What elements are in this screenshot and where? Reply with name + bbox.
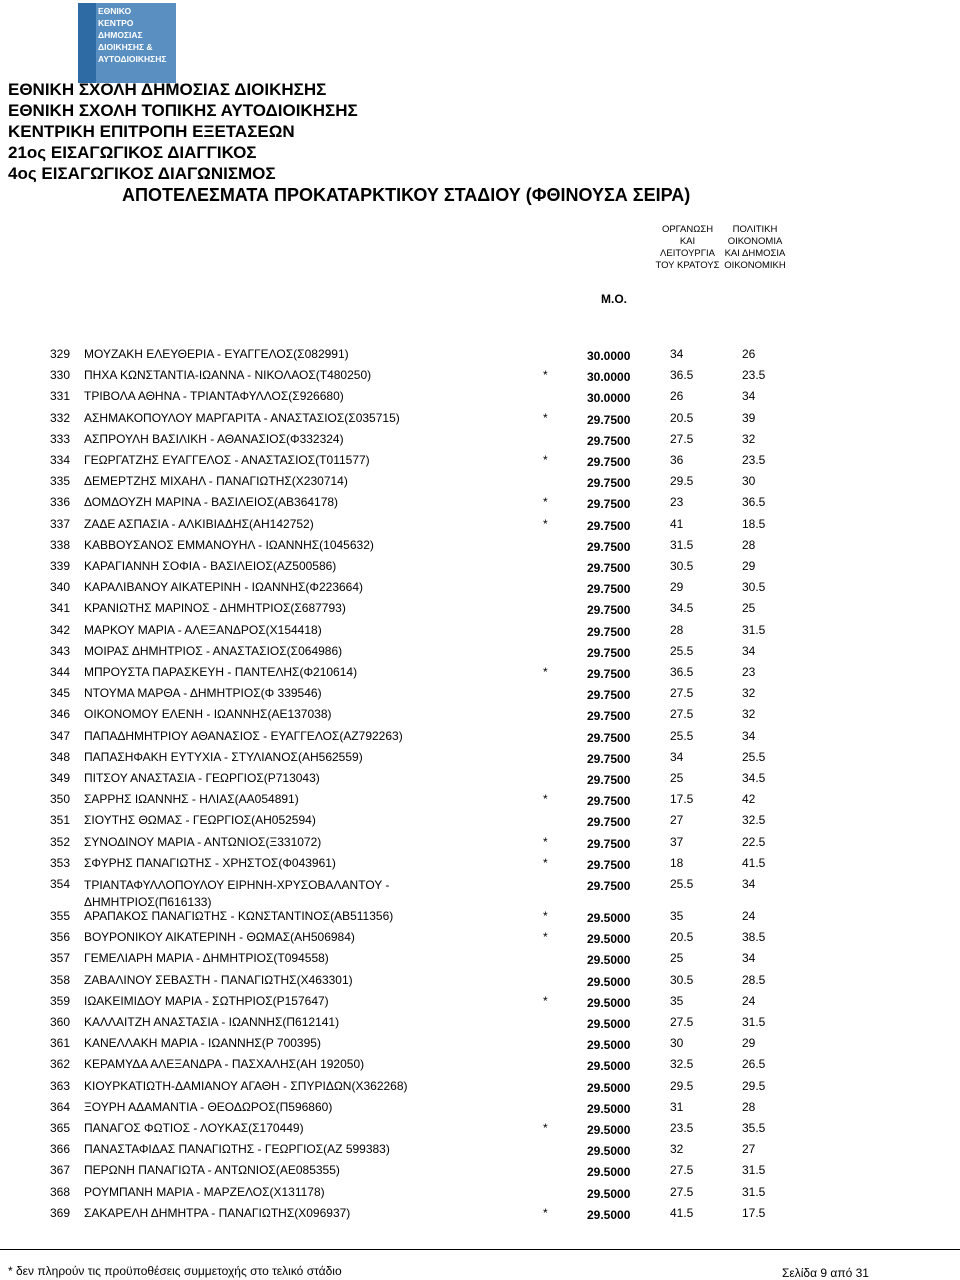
row-number: 352 [50, 834, 71, 849]
average-score: 29.7500 [587, 518, 631, 533]
row-number: 339 [50, 559, 71, 573]
average-score: 29.5000 [587, 1144, 631, 1159]
average-score: 29.7500 [587, 857, 631, 872]
candidate-name: ΔΟΜΔΟΥΖΗ ΜΑΡΙΝΑ - ΒΑΣΙΛΕΙΟΣ(ΑΒ364178) [84, 495, 339, 510]
score-subject-1: 20.5 [670, 930, 694, 945]
table-row [0, 813, 960, 833]
page-title: ΑΠΟΤΕΛΕΣΜΑΤΑ ΠΡΟΚΑΤΑΡΚΤΙΚΟΥ ΣΤΑΔΙΟΥ (ΦΘΙΝΟΥΣΑ ΣΕΙΡΑ) [122, 185, 691, 205]
candidate-name: ΣΥΝΟΔΙΝΟΥ ΜΑΡΙΑ - ΑΝΤΩΝΙΟΣ(Ξ331072) [84, 834, 322, 849]
header-line-2: ΕΘΝΙΚΗ ΣΧΟΛΗ ΤΟΠΙΚΗΣ ΑΥΤΟΔΙΟΙΚΗΣΗΣ [8, 101, 358, 120]
average-score: 29.7500 [587, 688, 631, 703]
candidate-name: ΜΟΥΖΑΚΗ ΕΛΕΥΘΕΡΙΑ - ΕΥΑΓΓΕΛΟΣ(Σ082991) [84, 347, 349, 361]
table-row [0, 729, 960, 749]
logo [78, 3, 176, 83]
score-subject-2: 31.5 [742, 1163, 766, 1178]
score-subject-2: 39 [742, 410, 756, 425]
candidate-name: ΣΑΚΑΡΕΛΗ ΔΗΜΗΤΡΑ - ΠΑΝΑΓΙΩΤΗΣ(Χ096937) [84, 1205, 351, 1220]
score-subject-2: 25 [742, 601, 756, 616]
row-number: 355 [50, 909, 71, 923]
score-subject-2: 23.5 [742, 368, 766, 383]
table-row [0, 559, 960, 579]
table-row [0, 835, 960, 855]
score-subject-1: 30 [670, 1036, 684, 1051]
average-score: 30.0000 [587, 349, 631, 363]
average-score: 29.7500 [587, 645, 631, 660]
table-row [0, 432, 960, 452]
row-number: 359 [50, 993, 71, 1008]
ineligible-marker: * [543, 665, 548, 679]
score-subject-2: 23 [742, 665, 756, 679]
row-number: 354 [50, 877, 71, 891]
table-row [0, 792, 960, 812]
row-number: 343 [50, 643, 71, 658]
candidate-name: ΡΟΥΜΠΑΝΗ ΜΑΡΙΑ - ΜΑΡΖΕΛΟΣ(Χ131178) [84, 1184, 325, 1199]
average-score: 29.7500 [587, 497, 631, 512]
footnote: * δεν πληρούν τις προϋποθέσεις συμμετοχής στο τελικό στάδιο [8, 1264, 342, 1278]
ineligible-marker: * [543, 855, 548, 870]
score-subject-1: 41.5 [670, 1205, 694, 1220]
score-subject-1: 20.5 [670, 410, 694, 425]
average-score: 29.7500 [587, 561, 631, 575]
row-number: 335 [50, 474, 71, 489]
table-row [0, 389, 960, 409]
candidate-name: ΠΙΤΣΟΥ ΑΝΑΣΤΑΣΙΑ - ΓΕΩΡΓΙΟΣ(Ρ713043) [84, 771, 320, 785]
score-subject-1: 26 [670, 389, 684, 404]
score-subject-2: 25.5 [742, 749, 766, 764]
table-row [0, 973, 960, 993]
candidate-name: ΜΑΡΚΟΥ ΜΑΡΙΑ - ΑΛΕΞΑΝΔΡΟΣ(Χ154418) [84, 622, 322, 637]
row-number: 346 [50, 707, 71, 722]
ineligible-marker: * [543, 516, 548, 531]
table-row [0, 1036, 960, 1056]
table-row [0, 1142, 960, 1162]
score-subject-1: 36.5 [670, 368, 694, 383]
score-subject-2: 36.5 [742, 495, 766, 510]
table-row [0, 474, 960, 494]
row-number: 366 [50, 1142, 71, 1157]
candidate-name: ΚΑΛΛΑΙΤΖΗ ΑΝΑΣΤΑΣΙΑ - ΙΩΑΝΝΗΣ(Π612141) [84, 1015, 340, 1029]
score-subject-2: 34 [742, 728, 756, 743]
candidate-name: ΑΣΠΡΟΥΛΗ ΒΑΣΙΛΙΚΗ - ΑΘΑΝΑΣΙΟΣ(Φ332324) [84, 431, 344, 446]
row-number: 364 [50, 1099, 71, 1114]
average-score: 29.7500 [587, 539, 631, 554]
candidate-name: ΠΑΝΑΓΟΣ ΦΩΤΙΟΣ - ΛΟΥΚΑΣ(Σ170449) [84, 1121, 304, 1135]
table-row [0, 930, 960, 950]
average-score: 29.5000 [587, 974, 631, 989]
score-subject-2: 29 [742, 1036, 756, 1051]
candidate-name: ΖΑΔΕ ΑΣΠΑΣΙΑ - ΑΛΚΙΒΙΑΔΗΣ(ΑΗ142752) [84, 516, 314, 531]
average-score: 29.5000 [587, 1038, 631, 1053]
average-score: 30.0000 [587, 391, 631, 406]
row-number: 349 [50, 771, 71, 785]
score-subject-1: 30.5 [670, 559, 694, 573]
score-subject-2: 27 [742, 1142, 756, 1157]
candidate-name: ΖΑΒΑΛΙΝΟΥ ΣΕΒΑΣΤΗ - ΠΑΝΑΓΙΩΤΗΣ(Χ463301) [84, 972, 353, 987]
row-number: 331 [50, 389, 71, 404]
logo-shape [78, 3, 96, 83]
ineligible-marker: * [543, 834, 548, 849]
score-subject-1: 32 [670, 1142, 684, 1157]
table-row [0, 517, 960, 537]
row-number: 330 [50, 368, 71, 383]
score-subject-1: 29 [670, 580, 684, 595]
candidate-name: ΤΡΙΑΝΤΑΦΥΛΛΟΠΟΥΛΟΥ ΕΙΡΗΝΗ-ΧΡΥΣΟΒΑΛΑΝΤΟΥ - ΔΗΜΗΤΡΙΟΣ(Π616133) [84, 878, 390, 909]
score-subject-1: 36 [670, 453, 684, 467]
candidate-name: ΚΑΒΒΟΥΣΑΝΟΣ ΕΜΜΑΝΟΥΗΛ - ΙΩΑΝΝΗΣ(1045632) [84, 537, 374, 552]
score-subject-1: 27.5 [670, 1184, 694, 1199]
ineligible-marker: * [543, 495, 548, 510]
table-row [0, 453, 960, 473]
candidate-name: ΝΤΟΥΜΑ ΜΑΡΘΑ - ΔΗΜΗΤΡΙΟΣ(Φ 339546) [84, 686, 322, 701]
table-row [0, 347, 960, 367]
score-subject-1: 23.5 [670, 1121, 694, 1135]
average-score: 29.5000 [587, 1165, 631, 1180]
candidate-name: ΠΕΡΩΝΗ ΠΑΝΑΓΙΩΤΑ - ΑΝΤΩΝΙΟΣ(ΑΕ085355) [84, 1163, 340, 1178]
average-score: 29.7500 [587, 412, 631, 427]
candidate-name: ΚΑΝΕΛΛΑΚΗ ΜΑΡΙΑ - ΙΩΑΝΝΗΣ(Ρ 700395) [84, 1036, 321, 1051]
score-subject-1: 27 [670, 813, 684, 828]
score-subject-1: 35 [670, 909, 684, 923]
average-score: 29.5000 [587, 932, 631, 947]
table-row [0, 623, 960, 643]
score-subject-1: 27.5 [670, 431, 694, 446]
score-subject-1: 25 [670, 951, 684, 966]
table-row [0, 951, 960, 971]
table-row [0, 1015, 960, 1035]
score-subject-2: 28 [742, 537, 756, 552]
average-score: 29.7500 [587, 667, 631, 681]
score-subject-1: 27.5 [670, 1015, 694, 1029]
score-subject-2: 26.5 [742, 1057, 766, 1072]
score-subject-2: 34 [742, 643, 756, 658]
score-subject-1: 34 [670, 749, 684, 764]
table-row [0, 771, 960, 791]
candidate-name: ΠΑΝΑΣΤΑΦΙΔΑΣ ΠΑΝΑΓΙΩΤΗΣ - ΓΕΩΡΓΙΟΣ(ΑΖ 599383) [84, 1142, 390, 1157]
row-number: 357 [50, 951, 71, 966]
average-score: 29.5000 [587, 1017, 631, 1031]
average-score: 30.0000 [587, 370, 631, 385]
table-row [0, 601, 960, 621]
table-row [0, 1185, 960, 1205]
score-subject-1: 29.5 [670, 1078, 694, 1093]
candidate-name: ΓΕΩΡΓΑΤΖΗΣ ΕΥΑΓΓΕΛΟΣ - ΑΝΑΣΤΑΣΙΟΣ(Τ011577) [84, 453, 370, 467]
row-number: 360 [50, 1015, 71, 1029]
candidate-name: ΟΙΚΟΝΟΜΟΥ ΕΛΕΝΗ - ΙΩΑΝΝΗΣ(ΑΕ137038) [84, 707, 332, 722]
row-number: 347 [50, 728, 71, 743]
row-number: 338 [50, 537, 71, 552]
table-row [0, 1206, 960, 1226]
score-subject-2: 31.5 [742, 1015, 766, 1029]
candidate-name: ΣΙΟΥΤΗΣ ΘΩΜΑΣ - ΓΕΩΡΓΙΟΣ(ΑΗ052594) [84, 813, 316, 828]
row-number: 358 [50, 972, 71, 987]
score-subject-1: 17.5 [670, 792, 694, 807]
candidate-name: ΙΩΑΚΕΙΜΙΔΟΥ ΜΑΡΙΑ - ΣΩΤΗΡΙΟΣ(Ρ157647) [84, 993, 329, 1008]
ineligible-marker: * [543, 993, 548, 1008]
score-subject-2: 24 [742, 909, 756, 923]
row-number: 332 [50, 410, 71, 425]
average-score: 29.5000 [587, 1186, 631, 1201]
table-row [0, 580, 960, 600]
header-line-1: ΕΘΝΙΚΗ ΣΧΟΛΗ ΔΗΜΟΣΙΑΣ ΔΙΟΙΚΗΣΗΣ [8, 80, 327, 99]
score-subject-1: 31.5 [670, 537, 694, 552]
score-subject-1: 37 [670, 834, 684, 849]
score-subject-1: 29.5 [670, 474, 694, 489]
score-subject-2: 18.5 [742, 516, 766, 531]
score-subject-2: 32 [742, 431, 756, 446]
score-subject-2: 34 [742, 389, 756, 404]
candidate-name: ΜΠΡΟΥΣΤΑ ΠΑΡΑΣΚΕΥΗ - ΠΑΝΤΕΛΗΣ(Φ210614) [84, 665, 358, 679]
row-number: 369 [50, 1205, 71, 1220]
average-score: 29.7500 [587, 730, 631, 745]
candidate-name: ΚΙΟΥΡΚΑΤΙΩΤΗ-ΔΑΜΙΑΝΟΥ ΑΓΑΘΗ - ΣΠΥΡΙΔΩΝ(Χ362268) [84, 1078, 408, 1093]
score-subject-2: 24 [742, 993, 756, 1008]
score-subject-2: 28 [742, 1099, 756, 1114]
logo-text: ΕΘΝΙΚΟ ΚΕΝΤΡΟ ΔΗΜΟΣΙΑΣ ΔΙΟΙΚΗΣΗΣ & ΑΥΤΟΔΙΟΙΚΗΣΗΣ [98, 6, 167, 64]
score-subject-1: 30.5 [670, 972, 694, 987]
score-subject-1: 25.5 [670, 877, 694, 891]
column-header-1: ΟΡΓΑΝΩΣΗ ΚΑΙ ΛΕΙΤΟΥΡΓΙΑ ΤΟΥ ΚΡΑΤΟΥΣ [655, 224, 720, 271]
score-subject-1: 18 [670, 855, 684, 870]
table-row [0, 1057, 960, 1077]
table-row [0, 1121, 960, 1141]
row-number: 367 [50, 1163, 71, 1178]
row-number: 356 [50, 930, 71, 945]
average-score: 29.7500 [587, 879, 631, 893]
table-row [0, 1163, 960, 1183]
candidate-name: ΣΑΡΡΗΣ ΙΩΑΝΝΗΣ - ΗΛΙΑΣ(ΑΑ054891) [84, 792, 299, 807]
ineligible-marker: * [543, 368, 548, 383]
score-subject-1: 25 [670, 771, 684, 785]
score-subject-2: 35.5 [742, 1121, 766, 1135]
average-score: 29.5000 [587, 1101, 631, 1116]
candidate-name: ΠΑΠΑΔΗΜΗΤΡΙΟΥ ΑΘΑΝΑΣΙΟΣ - ΕΥΑΓΓΕΛΟΣ(ΑΖ792263) [84, 728, 403, 743]
table-row [0, 368, 960, 388]
candidate-name: ΑΡΑΠΑΚΟΣ ΠΑΝΑΓΙΩΤΗΣ - ΚΩΝΣΤΑΝΤΙΝΟΣ(ΑΒ511356) [84, 909, 394, 923]
footer-divider [0, 1249, 960, 1250]
score-subject-1: 27.5 [670, 1163, 694, 1178]
table-row [0, 750, 960, 770]
row-number: 362 [50, 1057, 71, 1072]
score-subject-1: 34.5 [670, 601, 694, 616]
average-score: 29.7500 [587, 794, 631, 809]
table-row [0, 994, 960, 1014]
ineligible-marker: * [543, 909, 548, 923]
score-subject-1: 27.5 [670, 686, 694, 701]
score-subject-2: 34.5 [742, 771, 766, 785]
score-subject-2: 42 [742, 792, 756, 807]
average-score: 29.7500 [587, 455, 631, 469]
row-number: 361 [50, 1036, 71, 1051]
ineligible-marker: * [543, 1121, 548, 1135]
score-subject-2: 31.5 [742, 1184, 766, 1199]
row-number: 334 [50, 453, 71, 467]
score-subject-2: 23.5 [742, 453, 766, 467]
average-score: 29.7500 [587, 603, 631, 618]
column-header-average: Μ.Ο. [601, 292, 627, 306]
average-score: 29.5000 [587, 1080, 631, 1095]
average-score: 29.7500 [587, 709, 631, 724]
score-subject-1: 27.5 [670, 707, 694, 722]
candidate-name: ΠΑΠΑΣΗΦΑΚΗ ΕΥΤΥΧΙΑ - ΣΤΥΛΙΑΝΟΣ(ΑΗ562559) [84, 749, 363, 764]
row-number: 344 [50, 665, 71, 679]
table-row [0, 909, 960, 929]
candidate-name: ΔΕΜΕΡΤΖΗΣ ΜΙΧΑΗΛ - ΠΑΝΑΓΙΩΤΗΣ(Χ230714) [84, 474, 348, 489]
table-row [0, 538, 960, 558]
score-subject-1: 34 [670, 347, 684, 361]
table-row [0, 856, 960, 876]
row-number: 348 [50, 749, 71, 764]
ineligible-marker: * [543, 453, 548, 467]
candidate-name: ΞΟΥΡΗ ΑΔΑΜΑΝΤΙΑ - ΘΕΟΔΩΡΟΣ(Π596860) [84, 1099, 333, 1114]
header-line-3: ΚΕΝΤΡΙΚΗ ΕΠΙΤΡΟΠΗ ΕΞΕΤΑΣΕΩΝ [8, 122, 295, 141]
row-number: 333 [50, 431, 71, 446]
candidate-name: ΜΟΙΡΑΣ ΔΗΜΗΤΡΙΟΣ - ΑΝΑΣΤΑΣΙΟΣ(Σ064986) [84, 643, 343, 658]
candidate-name: ΚΡΑΝΙΩΤΗΣ ΜΑΡΙΝΟΣ - ΔΗΜΗΤΡΙΟΣ(Σ687793) [84, 601, 346, 616]
score-subject-1: 25.5 [670, 728, 694, 743]
average-score: 29.5000 [587, 1207, 631, 1222]
row-number: 342 [50, 622, 71, 637]
candidate-name: ΤΡΙΒΟΛΑ ΑΘΗΝΑ - ΤΡΙΑΝΤΑΦΥΛΛΟΣ(Σ926680) [84, 389, 344, 404]
average-score: 29.7500 [587, 751, 631, 766]
average-score: 29.5000 [587, 1123, 631, 1137]
ineligible-marker: * [543, 410, 548, 425]
table-row [0, 1079, 960, 1099]
row-number: 351 [50, 813, 71, 828]
score-subject-2: 32 [742, 707, 756, 722]
score-subject-2: 22.5 [742, 834, 766, 849]
table-row [0, 1100, 960, 1120]
average-score: 29.7500 [587, 582, 631, 597]
row-number: 340 [50, 580, 71, 595]
score-subject-1: 28 [670, 622, 684, 637]
table-row [0, 411, 960, 431]
score-subject-1: 36.5 [670, 665, 694, 679]
row-number: 341 [50, 601, 71, 616]
score-subject-2: 30 [742, 474, 756, 489]
score-subject-2: 32.5 [742, 813, 766, 828]
table-row [0, 495, 960, 515]
average-score: 29.7500 [587, 836, 631, 851]
score-subject-2: 30.5 [742, 580, 766, 595]
score-subject-2: 31.5 [742, 622, 766, 637]
candidate-name: ΠΗΧΑ ΚΩΝΣΤΑΝΤΙΑ-ΙΩΑΝΝΑ - ΝΙΚΟΛΑΟΣ(Τ480250) [84, 368, 372, 383]
row-number: 353 [50, 855, 71, 870]
average-score: 29.5000 [587, 953, 631, 968]
score-subject-1: 25.5 [670, 643, 694, 658]
ineligible-marker: * [543, 1205, 548, 1220]
table-row [0, 665, 960, 685]
score-subject-2: 41.5 [742, 855, 766, 870]
score-subject-2: 29.5 [742, 1078, 766, 1093]
score-subject-2: 34 [742, 877, 756, 891]
average-score: 29.5000 [587, 1059, 631, 1074]
score-subject-1: 23 [670, 495, 684, 510]
header-line-4: 21ος ΕΙΣΑΓΩΓΙΚΟΣ ΔΙΑΓΓΙΚΟΣ [8, 143, 257, 162]
candidate-name: ΓΕΜΕΛΙΑΡΗ ΜΑΡΙΑ - ΔΗΜΗΤΡΙΟΣ(Τ094558) [84, 951, 329, 966]
score-subject-2: 26 [742, 347, 756, 361]
score-subject-2: 32 [742, 686, 756, 701]
average-score: 29.7500 [587, 773, 631, 787]
row-number: 368 [50, 1184, 71, 1199]
table-row [0, 877, 960, 909]
row-number: 336 [50, 495, 71, 510]
column-header-2: ΠΟΛΙΤΙΚΗ ΟΙΚΟΝΟΜΙΑ ΚΑΙ ΔΗΜΟΣΙΑ ΟΙΚΟΝΟΜΙΚΗ [724, 224, 786, 271]
row-number: 350 [50, 792, 71, 807]
score-subject-2: 34 [742, 951, 756, 966]
candidate-name: ΑΣΗΜΑΚΟΠΟΥΛΟΥ ΜΑΡΓΑΡΙΤΑ - ΑΝΑΣΤΑΣΙΟΣ(Σ035715) [84, 410, 400, 425]
row-number: 329 [50, 347, 71, 361]
row-number: 337 [50, 516, 71, 531]
ineligible-marker: * [543, 792, 548, 807]
candidate-name: ΚΑΡΑΛΙΒΑΝΟΥ ΑΙΚΑΤΕΡΙΝΗ - ΙΩΑΝΝΗΣ(Φ223664) [84, 580, 364, 595]
score-subject-1: 35 [670, 993, 684, 1008]
average-score: 29.5000 [587, 995, 631, 1010]
ineligible-marker: * [543, 930, 548, 945]
score-subject-1: 32.5 [670, 1057, 694, 1072]
score-subject-1: 41 [670, 516, 684, 531]
score-subject-2: 38.5 [742, 930, 766, 945]
average-score: 29.7500 [587, 433, 631, 448]
average-score: 29.7500 [587, 624, 631, 639]
table-row [0, 707, 960, 727]
candidate-name: ΚΑΡΑΓΙΑΝΝΗ ΣΟΦΙΑ - ΒΑΣΙΛΕΙΟΣ(ΑΖ500586) [84, 559, 337, 573]
average-score: 29.5000 [587, 911, 631, 925]
score-subject-1: 31 [670, 1099, 684, 1114]
score-subject-2: 29 [742, 559, 756, 573]
header-line-5: 4ος ΕΙΣΑΓΩΓΙΚΟΣ ΔΙΑΓΩΝΙΣΜΟΣ [8, 164, 276, 183]
row-number: 345 [50, 686, 71, 701]
row-number: 365 [50, 1121, 71, 1135]
table-row [0, 644, 960, 664]
row-number: 363 [50, 1078, 71, 1093]
average-score: 29.7500 [587, 476, 631, 491]
candidate-name: ΚΕΡΑΜΥΔΑ ΑΛΕΞΑΝΔΡΑ - ΠΑΣΧΑΛΗΣ(ΑΗ 192050) [84, 1057, 365, 1072]
page-number: Σελίδα 9 από 31 [782, 1266, 869, 1280]
score-subject-2: 28.5 [742, 972, 766, 987]
candidate-name: ΒΟΥΡΟΝΙΚΟΥ ΑΙΚΑΤΕΡΙΝΗ - ΘΩΜΑΣ(ΑΗ506984) [84, 930, 355, 945]
score-subject-2: 17.5 [742, 1205, 766, 1220]
average-score: 29.7500 [587, 815, 631, 830]
candidate-name: ΣΦΥΡΗΣ ΠΑΝΑΓΙΩΤΗΣ - ΧΡΗΣΤΟΣ(Φ043961) [84, 855, 336, 870]
table-row [0, 686, 960, 706]
